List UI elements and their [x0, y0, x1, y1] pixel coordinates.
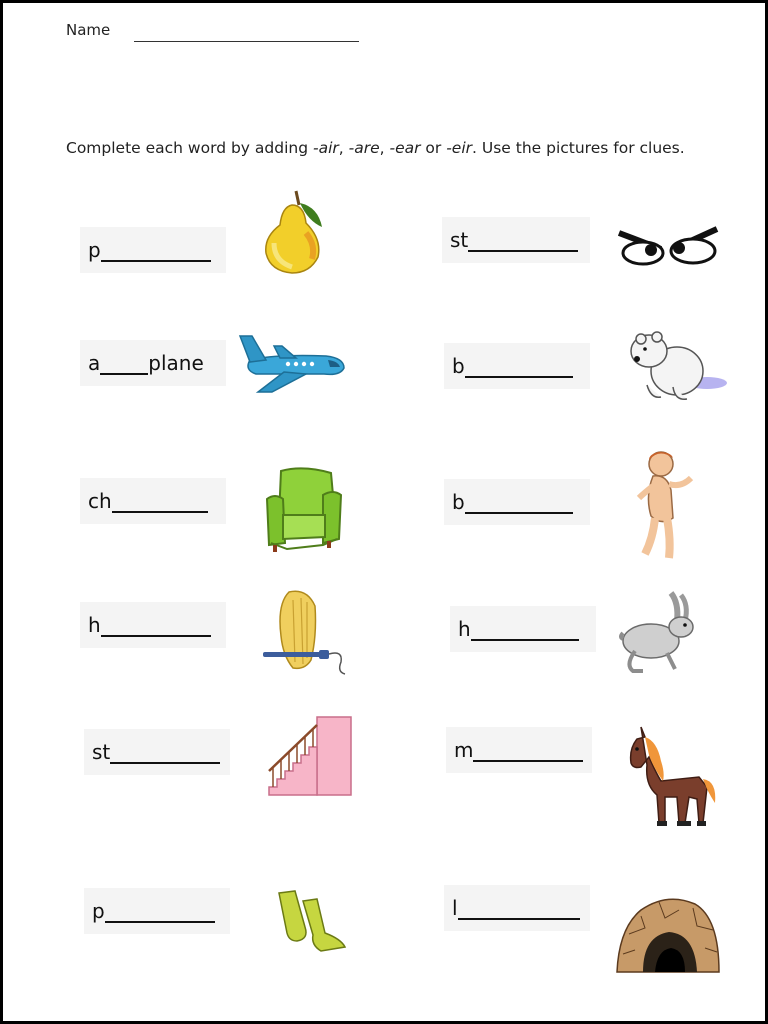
- pear-icon: [258, 183, 332, 275]
- word-prefix: p: [92, 899, 105, 923]
- suffix-air: -air: [312, 139, 339, 157]
- word-prefix: h: [458, 617, 471, 641]
- answer-blank[interactable]: [100, 351, 148, 375]
- polar-bear-icon: [627, 325, 729, 403]
- suffix-ear: -ear: [389, 139, 421, 157]
- word-item-stare: [442, 217, 590, 263]
- word-prefix: p: [88, 238, 101, 262]
- answer-blank[interactable]: [101, 238, 211, 262]
- word-item-airplane: [80, 340, 226, 386]
- name-blank-line[interactable]: [134, 41, 359, 42]
- lair-cave-icon: [615, 892, 721, 974]
- hare-icon: [615, 589, 701, 675]
- suffix-are: -are: [348, 139, 380, 157]
- hair-curler-icon: [259, 586, 349, 676]
- separator: ,: [379, 139, 390, 157]
- word-prefix: a: [88, 351, 101, 375]
- word-item-hair: [80, 602, 226, 648]
- armchair-icon: [261, 465, 345, 553]
- answer-blank[interactable]: [110, 740, 220, 764]
- separator: ,: [338, 139, 349, 157]
- answer-blank[interactable]: [465, 490, 573, 514]
- word-prefix: st: [450, 228, 469, 252]
- eyes-stare-icon: [615, 223, 721, 267]
- answer-blank[interactable]: [458, 896, 580, 920]
- answer-blank[interactable]: [465, 354, 573, 378]
- word-item-chair: [80, 478, 226, 524]
- word-prefix: ch: [88, 489, 112, 513]
- name-label: Name: [66, 21, 111, 39]
- word-prefix: b: [452, 354, 465, 378]
- answer-blank[interactable]: [471, 617, 579, 641]
- answer-blank[interactable]: [105, 899, 215, 923]
- airplane-icon: [236, 330, 348, 396]
- instructions: [66, 139, 685, 157]
- instructions-text: . Use the pictures for clues.: [472, 139, 685, 157]
- word-item-bare: [444, 479, 590, 525]
- answer-blank[interactable]: [473, 738, 583, 762]
- word-item-stairs: [84, 729, 230, 775]
- word-prefix: st: [92, 740, 111, 764]
- instructions-text: Complete each word by adding: [66, 139, 313, 157]
- word-item-pear: [80, 227, 226, 273]
- separator: or: [420, 139, 447, 157]
- word-item-lair: [444, 885, 590, 931]
- word-prefix: b: [452, 490, 465, 514]
- word-prefix: l: [452, 896, 458, 920]
- answer-blank[interactable]: [112, 489, 208, 513]
- word-prefix: m: [454, 738, 474, 762]
- word-item-pair: [84, 888, 230, 934]
- mare-horse-icon: [623, 723, 721, 829]
- suffix-eir: -eir: [446, 139, 473, 157]
- word-suffix: plane: [148, 351, 204, 375]
- stairs-icon: [265, 715, 353, 797]
- bare-child-icon: [631, 446, 701, 566]
- answer-blank[interactable]: [468, 228, 578, 252]
- word-item-hare: [450, 606, 596, 652]
- word-item-bear: [444, 343, 590, 389]
- pair-of-socks-icon: [269, 887, 349, 957]
- word-prefix: h: [88, 613, 101, 637]
- word-item-mare: [446, 727, 592, 773]
- answer-blank[interactable]: [101, 613, 211, 637]
- worksheet-page: [3, 3, 765, 1021]
